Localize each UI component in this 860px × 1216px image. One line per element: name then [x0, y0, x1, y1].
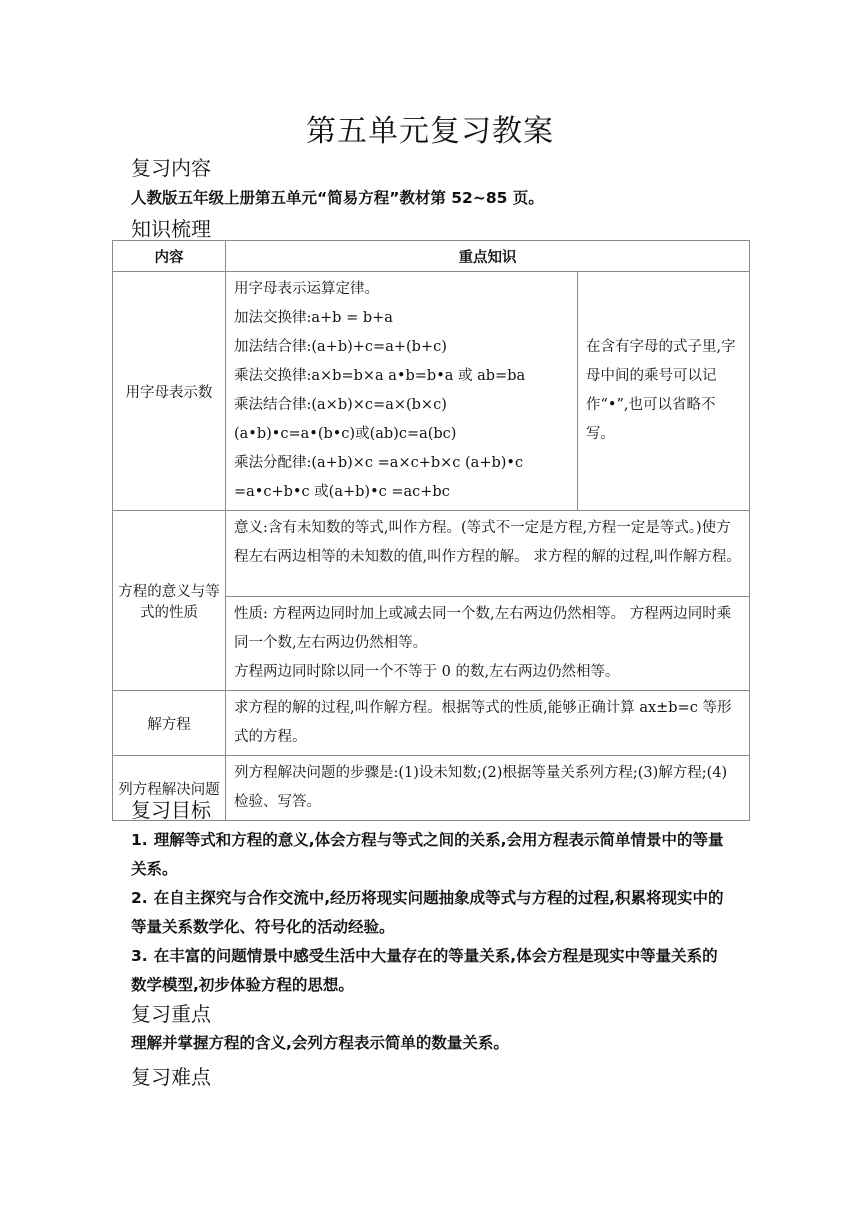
- row-label-equation-meaning: 方程的意义与等式的性质: [113, 511, 226, 691]
- rule-line: =a•c+b•c 或(a+b)•c =ac+bc: [234, 484, 450, 500]
- goals-list: [131, 826, 731, 1000]
- meaning-text: 意义:含有未知数的等式,叫作方程。(等式不一定是方程,方程一定是等式。)使方程左右两边相等的未知数的值,叫作方程的解。 求方程的解的过程,叫作解方程。: [234, 520, 741, 565]
- goal-text: 在自主探究与合作交流中,经历将现实问题抽象成等式与方程的过程,积累将现实中的等量关系数学化、符号化的活动经验。: [131, 889, 724, 936]
- rule-line: 加法交换律:a+b = b+a: [234, 310, 393, 326]
- letters-rules-cell: [226, 272, 578, 511]
- document-title: 第五单元复习教案: [306, 114, 554, 149]
- property-text: 方程两边同时除以同一个不等于 0 的数,左右两边仍然相等。: [234, 664, 620, 680]
- goal-number: 3.: [131, 947, 148, 965]
- content-text: 人教版五年级上册第五单元“简易方程”教材第 52~85 页。: [131, 189, 544, 207]
- equation-property-cell: [226, 597, 750, 691]
- section-heading-focus: 复习重点: [131, 1002, 211, 1026]
- row-label-letters: 用字母表示数: [113, 272, 226, 511]
- rule-line: (a•b)•c=a•(b•c)或(ab)c=a(bc): [234, 426, 457, 442]
- focus-text: 理解并掌握方程的含义,会列方程表示简单的数量关系。: [131, 1034, 509, 1052]
- section-heading-goals: 复习目标: [131, 798, 211, 822]
- table-header-content: 内容: [113, 241, 226, 272]
- section-heading-knowledge: 知识梳理: [131, 217, 211, 241]
- rule-line: 乘法交换律:a×b=b×a a•b=b•a 或 ab=ba: [234, 368, 526, 384]
- table-header-key-knowledge: 重点知识: [226, 241, 750, 272]
- rule-line: 用字母表示运算定律。: [234, 281, 379, 297]
- goal-text: 理解等式和方程的意义,体会方程与等式之间的关系,会用方程表示简单情景中的等量关系。: [131, 831, 724, 878]
- table-row: [113, 272, 750, 511]
- solve-cell: 求方程的解的过程,叫作解方程。根据等式的性质,能够正确计算 ax±b=c 等形式的方程。: [226, 691, 750, 756]
- rule-line: 乘法分配律:(a+b)×c =a×c+b×c (a+b)•c: [234, 455, 524, 471]
- goal-text: 在丰富的问题情景中感受生活中大量存在的等量关系,体会方程是现实中等量关系的数学模型,初步体验方程的思想。: [131, 947, 718, 994]
- section-heading-difficulty: 复习难点: [131, 1065, 211, 1089]
- list-item: [131, 942, 731, 1000]
- section-heading-content: 复习内容: [131, 156, 211, 180]
- goal-number: 1.: [131, 831, 148, 849]
- property-text: 性质: 方程两边同时加上或减去同一个数,左右两边仍然相等。 方程两边同时乘同一个数,左右两边仍然相等。: [234, 606, 732, 651]
- goal-number: 2.: [131, 889, 148, 907]
- rule-line: 加法结合律:(a+b)+c=a+(b+c): [234, 339, 447, 355]
- table-row: [113, 691, 750, 756]
- row-label-solve: 解方程: [113, 691, 226, 756]
- rule-line: 乘法结合律:(a×b)×c=a×(b×c): [234, 397, 447, 413]
- knowledge-table: [112, 240, 750, 821]
- list-item: [131, 884, 731, 942]
- list-item: [131, 826, 731, 884]
- row-label-word-problems: 列方程解决问题: [113, 756, 226, 821]
- equation-meaning-cell: [226, 511, 750, 597]
- letters-note-cell: 在含有字母的式子里,字母中间的乘号可以记作“•”,也可以省略不写。: [578, 272, 750, 511]
- table-header-row: [113, 241, 750, 272]
- table-row: [113, 511, 750, 597]
- word-problems-cell: 列方程解决问题的步骤是:(1)设未知数;(2)根据等量关系列方程;(3)解方程;(4)检验、写答。: [226, 756, 750, 821]
